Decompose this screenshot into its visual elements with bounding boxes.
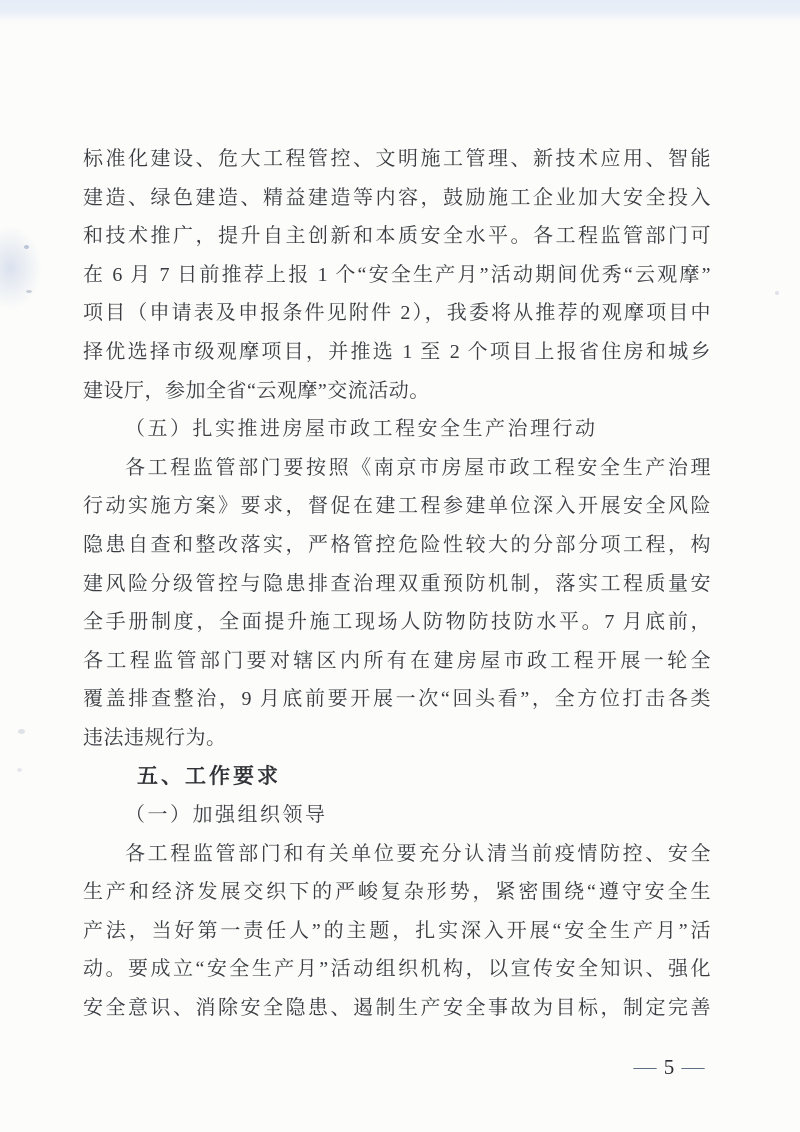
document-line: 建造、绿色建造、精益建造等内容，鼓励施工企业加大安全投入	[83, 186, 711, 209]
page-number	[623, 1052, 715, 1082]
scan-speck	[775, 291, 779, 295]
scan-speck	[26, 290, 32, 293]
document-line: 安全意识、消除安全隐患、遏制生产安全事故为目标，制定完善	[83, 997, 711, 1020]
document-line: 行动实施方案》要求，督促在建工程参建单位深入开展安全风险	[83, 495, 711, 518]
document-line: 违法违规行为。	[83, 726, 227, 749]
document-line: 各工程监管部门要对辖区内所有在建房屋市政工程开展一轮全	[83, 649, 711, 672]
subsection-heading-1: （一）加强组织领导	[125, 804, 328, 827]
scan-speck	[17, 768, 22, 772]
document-line: 在 6 月 7 日前推荐上报 1 个“安全生产月”活动期间优秀“云观摩”	[83, 263, 711, 286]
document-line: 建设厅，参加全省“云观摩”交流活动。	[83, 379, 430, 402]
page-number-dash-right: —	[681, 1055, 705, 1078]
document-line: 隐患自查和整改落实，严格管控危险性较大的分部分项工程，构	[83, 533, 711, 556]
document-line: 择优选择市级观摩项目，并推选 1 至 2 个项目上报省住房和城乡	[83, 340, 711, 363]
page-number-value: 5	[663, 1054, 675, 1079]
scan-speck	[18, 729, 25, 734]
document-line: 和技术推广，提升自主创新和本质安全水平。各工程监管部门可	[83, 225, 711, 248]
document-line: 动。要成立“安全生产月”活动组织机构，以宣传安全知识、强化	[83, 958, 711, 981]
document-body	[83, 140, 711, 1028]
document-line: 产法，当好第一责任人”的主题，扎实深入开展“安全生产月”活	[83, 919, 711, 942]
document-line: 各工程监管部门要按照《南京市房屋市政工程安全生产治理	[125, 456, 711, 479]
scan-smudge	[0, 226, 42, 310]
document-line: 覆盖排查整治，9 月底前要开展一次“回头看”，全方位打击各类	[83, 688, 711, 711]
scan-edge-artifact	[0, 0, 800, 22]
document-line: 生产和经济发展交织下的严峻复杂形势，紧密围绕“遵守安全生	[83, 881, 711, 904]
document-line: 标准化建设、危大工程管控、文明施工管理、新技术应用、智能	[83, 148, 711, 170]
section-heading-5: （五）扎实推进房屋市政工程安全生产治理行动	[125, 418, 598, 441]
document-line: 项目（申请表及申报条件见附件 2），我委将从推荐的观摩项目中	[83, 302, 711, 325]
page-number-dash-left: —	[633, 1055, 657, 1078]
document-line: 各工程监管部门和有关单位要充分认清当前疫情防控、安全	[125, 842, 711, 865]
document-line: 全手册制度，全面提升施工现场人防物防技防水平。7 月底前，	[83, 611, 711, 634]
document-line: 建风险分级管控与隐患排查治理双重预防机制，落实工程质量安	[83, 572, 711, 595]
section-heading-work-requirements: 五、工作要求	[137, 764, 281, 788]
scan-speck	[24, 245, 29, 249]
